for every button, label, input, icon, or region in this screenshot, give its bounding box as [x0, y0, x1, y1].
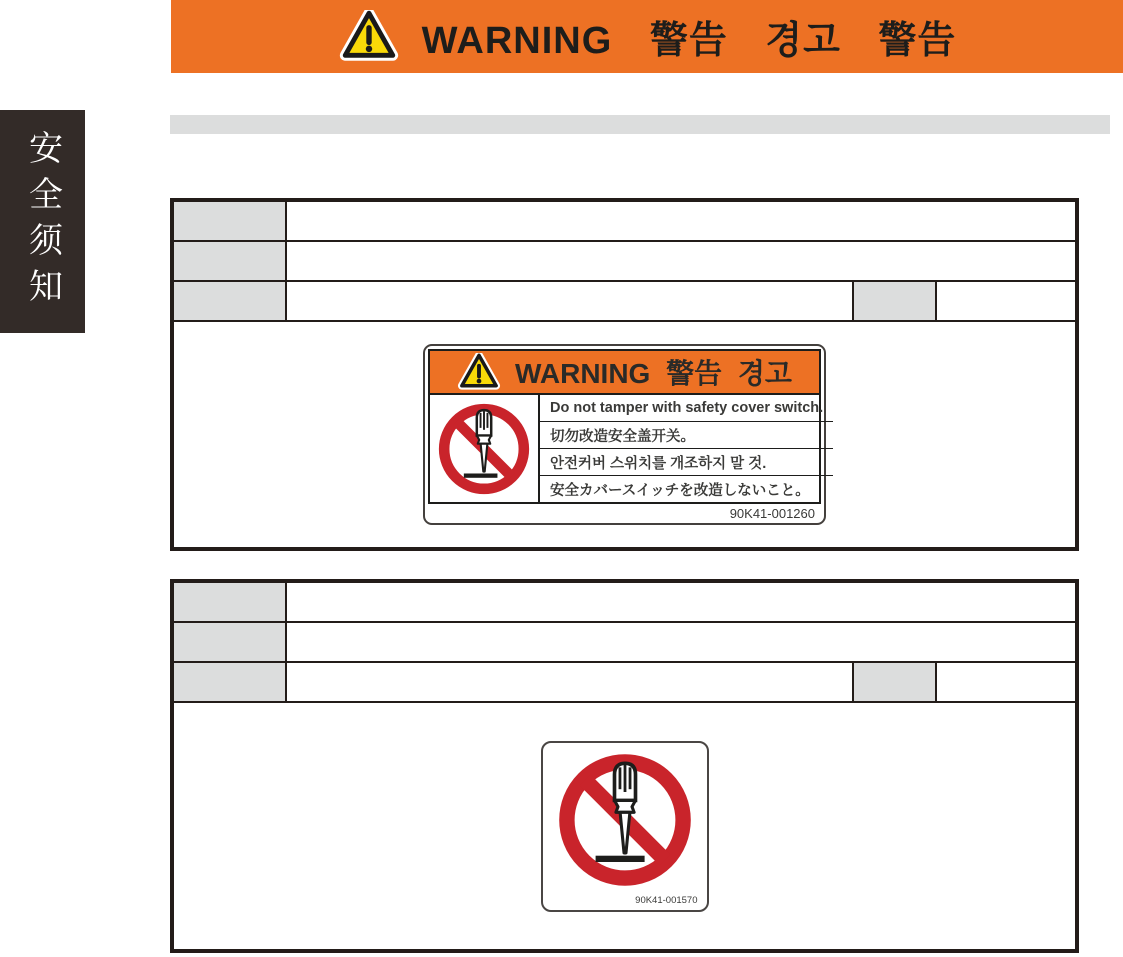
no-screwdriver-prohibition-icon — [430, 395, 540, 502]
warning-banner-text: WARNING 警告 경고 警告 — [421, 20, 957, 62]
prohibition-sticker-90K41-001570 — [541, 741, 709, 912]
warning-text-japanese: 安全カバースイッチを改造しないこと。 — [550, 482, 810, 499]
warning-sticker-header — [430, 351, 819, 393]
table-row — [174, 242, 1075, 282]
table-row — [174, 202, 1075, 242]
table-header-cell — [174, 583, 287, 621]
table-value-cell — [287, 282, 852, 320]
chapter-tab-label: 安全须知 — [23, 129, 62, 314]
chapter-tab-safety-notes — [0, 110, 85, 333]
warning-text-korean: 안전커버 스위치를 개조하지 말 것. — [540, 449, 833, 476]
table-value-cell — [287, 242, 1075, 280]
table-value-cell — [287, 202, 1075, 240]
table-value-cell — [287, 663, 852, 701]
safety-label-table-1 — [170, 198, 1079, 551]
part-number: 90K41-001570 — [635, 894, 698, 906]
warning-triangle-icon — [457, 353, 501, 392]
warning-banner — [171, 0, 1123, 73]
table-header-cell — [174, 663, 287, 701]
warning-sticker-header-text: WARNING 警告 경고 — [515, 358, 792, 389]
table-value-cell — [287, 583, 1075, 621]
table-value-cell — [937, 663, 1075, 701]
table-header-cell — [174, 623, 287, 661]
table-header-cell — [174, 242, 287, 280]
table-header-cell — [174, 202, 287, 240]
table-row — [174, 623, 1075, 663]
table-row — [174, 282, 1075, 322]
table-subheader-cell — [852, 282, 937, 320]
warning-sticker-90K41-001260 — [423, 344, 826, 525]
warning-sticker-text-column — [540, 395, 833, 502]
part-number: 90K41-001260 — [729, 506, 815, 521]
warning-text-chinese: 切勿改造安全盖开关。 — [540, 422, 833, 449]
section-heading-bar — [170, 115, 1110, 134]
table-subheader-cell — [852, 663, 937, 701]
warning-text-english: Do not tamper with safety cover switch. — [540, 395, 833, 422]
table-row — [174, 583, 1075, 623]
table-value-cell — [287, 623, 1075, 661]
warning-triangle-icon — [338, 10, 400, 64]
no-screwdriver-prohibition-icon — [555, 750, 695, 890]
safety-label-table-2 — [170, 579, 1079, 953]
label-preview-area — [174, 703, 1075, 949]
label-preview-area — [174, 322, 1075, 547]
table-row — [174, 663, 1075, 703]
warning-sticker-body — [430, 393, 824, 502]
table-header-cell — [174, 282, 287, 320]
warning-sticker-frame — [428, 349, 824, 504]
table-value-cell — [937, 282, 1075, 320]
